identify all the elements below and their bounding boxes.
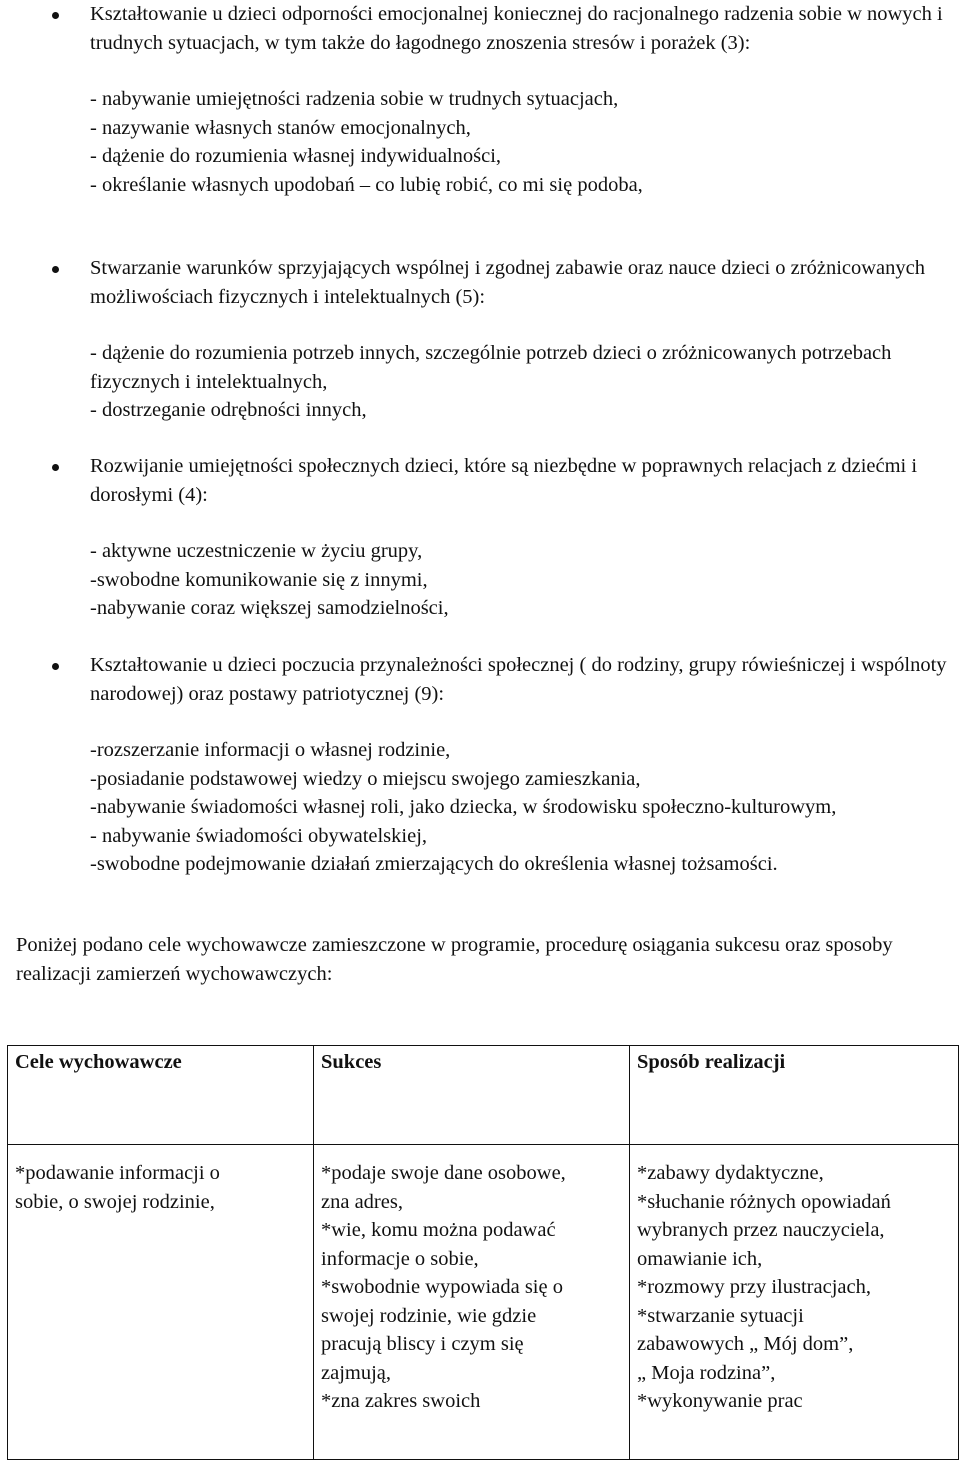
list-item: - aktywne uczestniczenie w życiu grupy, bbox=[90, 540, 423, 562]
list-item: -swobodne komunikowanie się z innymi, bbox=[90, 568, 428, 591]
table-header-row bbox=[8, 1046, 959, 1145]
column-header-goals: Cele wychowawcze bbox=[8, 1046, 314, 1145]
list-item: -posiadanie podstawowej wiedzy o miejscu swojego zamieszkania, bbox=[90, 767, 641, 790]
cell-line: zabawowych „ Mój dom”, bbox=[637, 1333, 854, 1355]
bullet-icon bbox=[52, 663, 59, 670]
list-item: - dążenie do rozumienia potrzeb innych, szczególnie potrzeb dzieci o zróżnicowanych potrzebach fizycznych i intelektualnych, bbox=[90, 342, 897, 393]
cell-line: *stwarzanie sytuacji bbox=[637, 1304, 804, 1327]
cell-line: sobie, o swojej rodzinie, bbox=[15, 1190, 215, 1213]
list-item: -nabywanie coraz większej samodzielności, bbox=[90, 597, 449, 619]
cell-line: „ Moja rodzina”, bbox=[637, 1361, 776, 1384]
column-header-method: Sposób realizacji bbox=[630, 1046, 959, 1145]
goal-heading: Stwarzanie warunków sprzyjających wspólnej i zgodnej zabawie oraz nauce dzieci o zróżnicowanych możliwościach fizycznych i intelektualnych (5): bbox=[90, 257, 926, 308]
goal-section-3 bbox=[0, 452, 950, 623]
goal-section-2 bbox=[0, 254, 950, 425]
goal-heading: Kształtowanie u dzieci odporności emocjonalnej koniecznej do racjonalnego radzenia sobie w nowych i trudnych sytuacjach, w tym także do łagodnego znoszenia stresów i porażek (3): bbox=[90, 3, 943, 54]
goal-items bbox=[90, 339, 950, 425]
list-item: - dążenie do rozumienia własnej indywidualności, bbox=[90, 145, 502, 167]
cell-line: omawianie ich, bbox=[637, 1247, 763, 1270]
goals-table bbox=[7, 1045, 959, 1460]
goal-heading: Kształtowanie u dzieci poczucia przynależności społecznej ( do rodziny, grupy rówieśniczej i wspólnoty narodowej) oraz postawy patriotycznej (9): bbox=[90, 654, 947, 705]
cell-line: zajmują, bbox=[321, 1361, 392, 1384]
bullet-icon bbox=[52, 12, 59, 19]
table-cell-method bbox=[630, 1145, 959, 1460]
intro-paragraph: Poniżej podano cele wychowawcze zamieszczone w programie, procedurę osiągania sukcesu oraz sposoby realizacji zamierzeń wychowawczych: bbox=[16, 934, 893, 985]
goal-items bbox=[90, 85, 950, 199]
list-item: - nabywanie świadomości obywatelskiej, bbox=[90, 824, 428, 847]
bullet-icon bbox=[52, 266, 59, 273]
cell-line: informacje o sobie, bbox=[321, 1247, 479, 1270]
cell-line: *zna zakres swoich bbox=[321, 1390, 481, 1412]
column-header-success: Sukces bbox=[314, 1046, 630, 1145]
cell-line: *słuchanie różnych opowiadań bbox=[637, 1190, 891, 1213]
table-cell-success bbox=[314, 1145, 630, 1460]
table-cell-goals bbox=[8, 1145, 314, 1460]
list-item: - nabywanie umiejętności radzenia sobie w trudnych sytuacjach, bbox=[90, 88, 619, 110]
cell-line: wybranych przez nauczyciela, bbox=[637, 1219, 885, 1241]
table-row bbox=[8, 1145, 959, 1460]
list-item: - określanie własnych upodobań – co lubię robić, co mi się podoba, bbox=[90, 173, 643, 196]
goal-heading: Rozwijanie umiejętności społecznych dzieci, które są niezbędne w poprawnych relacjach z dziećmi i dorosłymi (4): bbox=[90, 455, 918, 506]
cell-line: zna adres, bbox=[321, 1190, 403, 1213]
list-item: -swobodne podejmowanie działań zmierzających do określenia własnej tożsamości. bbox=[90, 853, 778, 875]
cell-line: *wykonywanie prac bbox=[637, 1390, 803, 1412]
goal-section-4 bbox=[0, 651, 950, 879]
list-item: - dostrzeganie odrębności innych, bbox=[90, 399, 367, 421]
list-item: -nabywanie świadomości własnej roli, jako dziecka, w środowisku społeczno-kulturowym, bbox=[90, 796, 837, 818]
goal-items bbox=[90, 537, 950, 623]
cell-line: *swobodnie wypowiada się o bbox=[321, 1276, 563, 1298]
cell-line: *wie, komu można podawać bbox=[321, 1219, 556, 1241]
bullet-icon bbox=[52, 464, 59, 471]
cell-line: *podawanie informacji o bbox=[15, 1162, 220, 1184]
cell-line: swojej rodzinie, wie gdzie bbox=[321, 1304, 537, 1327]
list-item: -rozszerzanie informacji o własnej rodzinie, bbox=[90, 739, 451, 761]
cell-line: pracują bliscy i czym się bbox=[321, 1333, 524, 1355]
goal-section-1 bbox=[0, 0, 950, 199]
cell-line: *zabawy dydaktyczne, bbox=[637, 1162, 824, 1184]
goal-items bbox=[90, 736, 950, 879]
cell-line: *rozmowy przy ilustracjach, bbox=[637, 1276, 871, 1298]
list-item: - nazywanie własnych stanów emocjonalnych, bbox=[90, 116, 471, 139]
cell-line: *podaje swoje dane osobowe, bbox=[321, 1162, 566, 1184]
